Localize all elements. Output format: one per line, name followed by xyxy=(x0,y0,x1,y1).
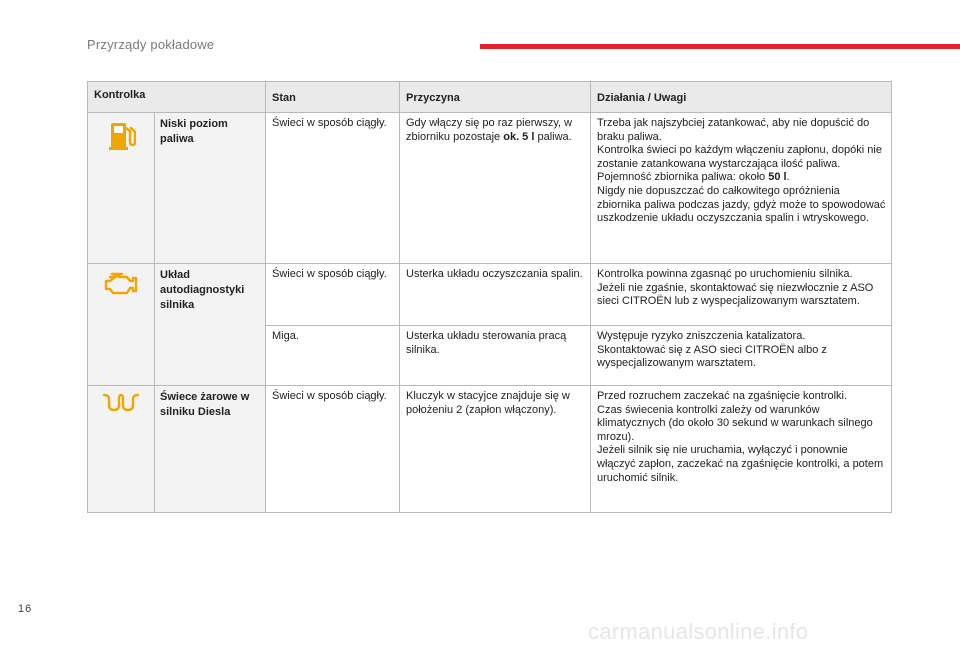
column-header-stan: Stan xyxy=(266,82,400,113)
column-header-przyczyna: Przyczyna xyxy=(400,82,591,113)
actions-cell: Kontrolka powinna zgasnąć po uruchomieniu silnika. Jeżeli nie zgaśnie, skontaktować się niezwłocznie z ASO sieci CITROËN lub z wyspecjalizowanym warsztatem. xyxy=(591,264,892,326)
cause-cell: Kluczyk w stacyjce znajduje się w położeniu 2 (zapłon włączony). xyxy=(400,386,591,513)
actions-cell: Trzeba jak najszybciej zatankować, aby nie dopuścić do braku paliwa. Kontrolka świeci po każdym włączeniu zapłonu, dopóki nie zostanie zatankowana wystarczająca ilość paliwa. Pojemność zbiornika paliwa: około 50 l. Nigdy nie dopuszczać do całkowitego opróżnienia zbiornika paliwa podczas jazdy, gdyż może to spowodować uszkodzenie układu oczyszczania spalin i wtryskowego. xyxy=(591,113,892,264)
warning-name-cell: Świece żarowe w silniku Diesla xyxy=(155,386,266,513)
fuel-pump-icon xyxy=(106,118,136,157)
state-cell: Miga. xyxy=(266,326,400,386)
column-header-dzialania: Działania / Uwagi xyxy=(591,82,892,113)
warning-name-cell: Niski poziom paliwa xyxy=(155,113,266,264)
actions-cell: Przed rozruchem zaczekać na zgaśnięcie kontrolki. Czas świecenia kontrolki zależy od warunków klimatycznych (do około 30 sekund w warunkach silnego mrozu). Jeżeli silnik się nie uruchamia, wyłączyć i ponownie włączyć zapłon, zaczekać na zgaśnięcie kontrolki, a potem uruchomić silnik. xyxy=(591,386,892,513)
actions-cell: Występuje ryzyko zniszczenia katalizatora. Skontaktować się z ASO sieci CITROËN albo z wyspecjalizowanym warsztatem. xyxy=(591,326,892,386)
table-header-row xyxy=(88,82,892,113)
warning-lights-table xyxy=(87,81,892,513)
state-cell: Świeci w sposób ciągły. xyxy=(266,113,400,264)
header-accent-bar xyxy=(480,44,960,49)
cause-cell: Usterka układu sterowania pracą silnika. xyxy=(400,326,591,386)
page-header-title: Przyrządy pokładowe xyxy=(87,37,215,52)
engine-icon xyxy=(101,269,141,302)
icon-cell xyxy=(88,386,155,513)
state-cell: Świeci w sposób ciągły. xyxy=(266,264,400,326)
table-row xyxy=(88,386,892,513)
table-row xyxy=(88,264,892,326)
state-cell: Świeci w sposób ciągły. xyxy=(266,386,400,513)
glow-plug-icon xyxy=(101,391,141,418)
icon-cell xyxy=(88,113,155,264)
icon-cell xyxy=(88,264,155,386)
table-row xyxy=(88,113,892,264)
warning-name-cell: Układ autodiagnostyki silnika xyxy=(155,264,266,386)
watermark: carmanualsonline.info xyxy=(588,619,809,644)
cause-cell: Usterka układu oczyszczania spalin. xyxy=(400,264,591,326)
cause-cell: Gdy włączy się po raz pierwszy, w zbiorniku pozostaje ok. 5 l paliwa. xyxy=(400,113,591,264)
column-header-kontrolka: Kontrolka xyxy=(88,82,266,113)
page-number: 16 xyxy=(18,603,33,615)
